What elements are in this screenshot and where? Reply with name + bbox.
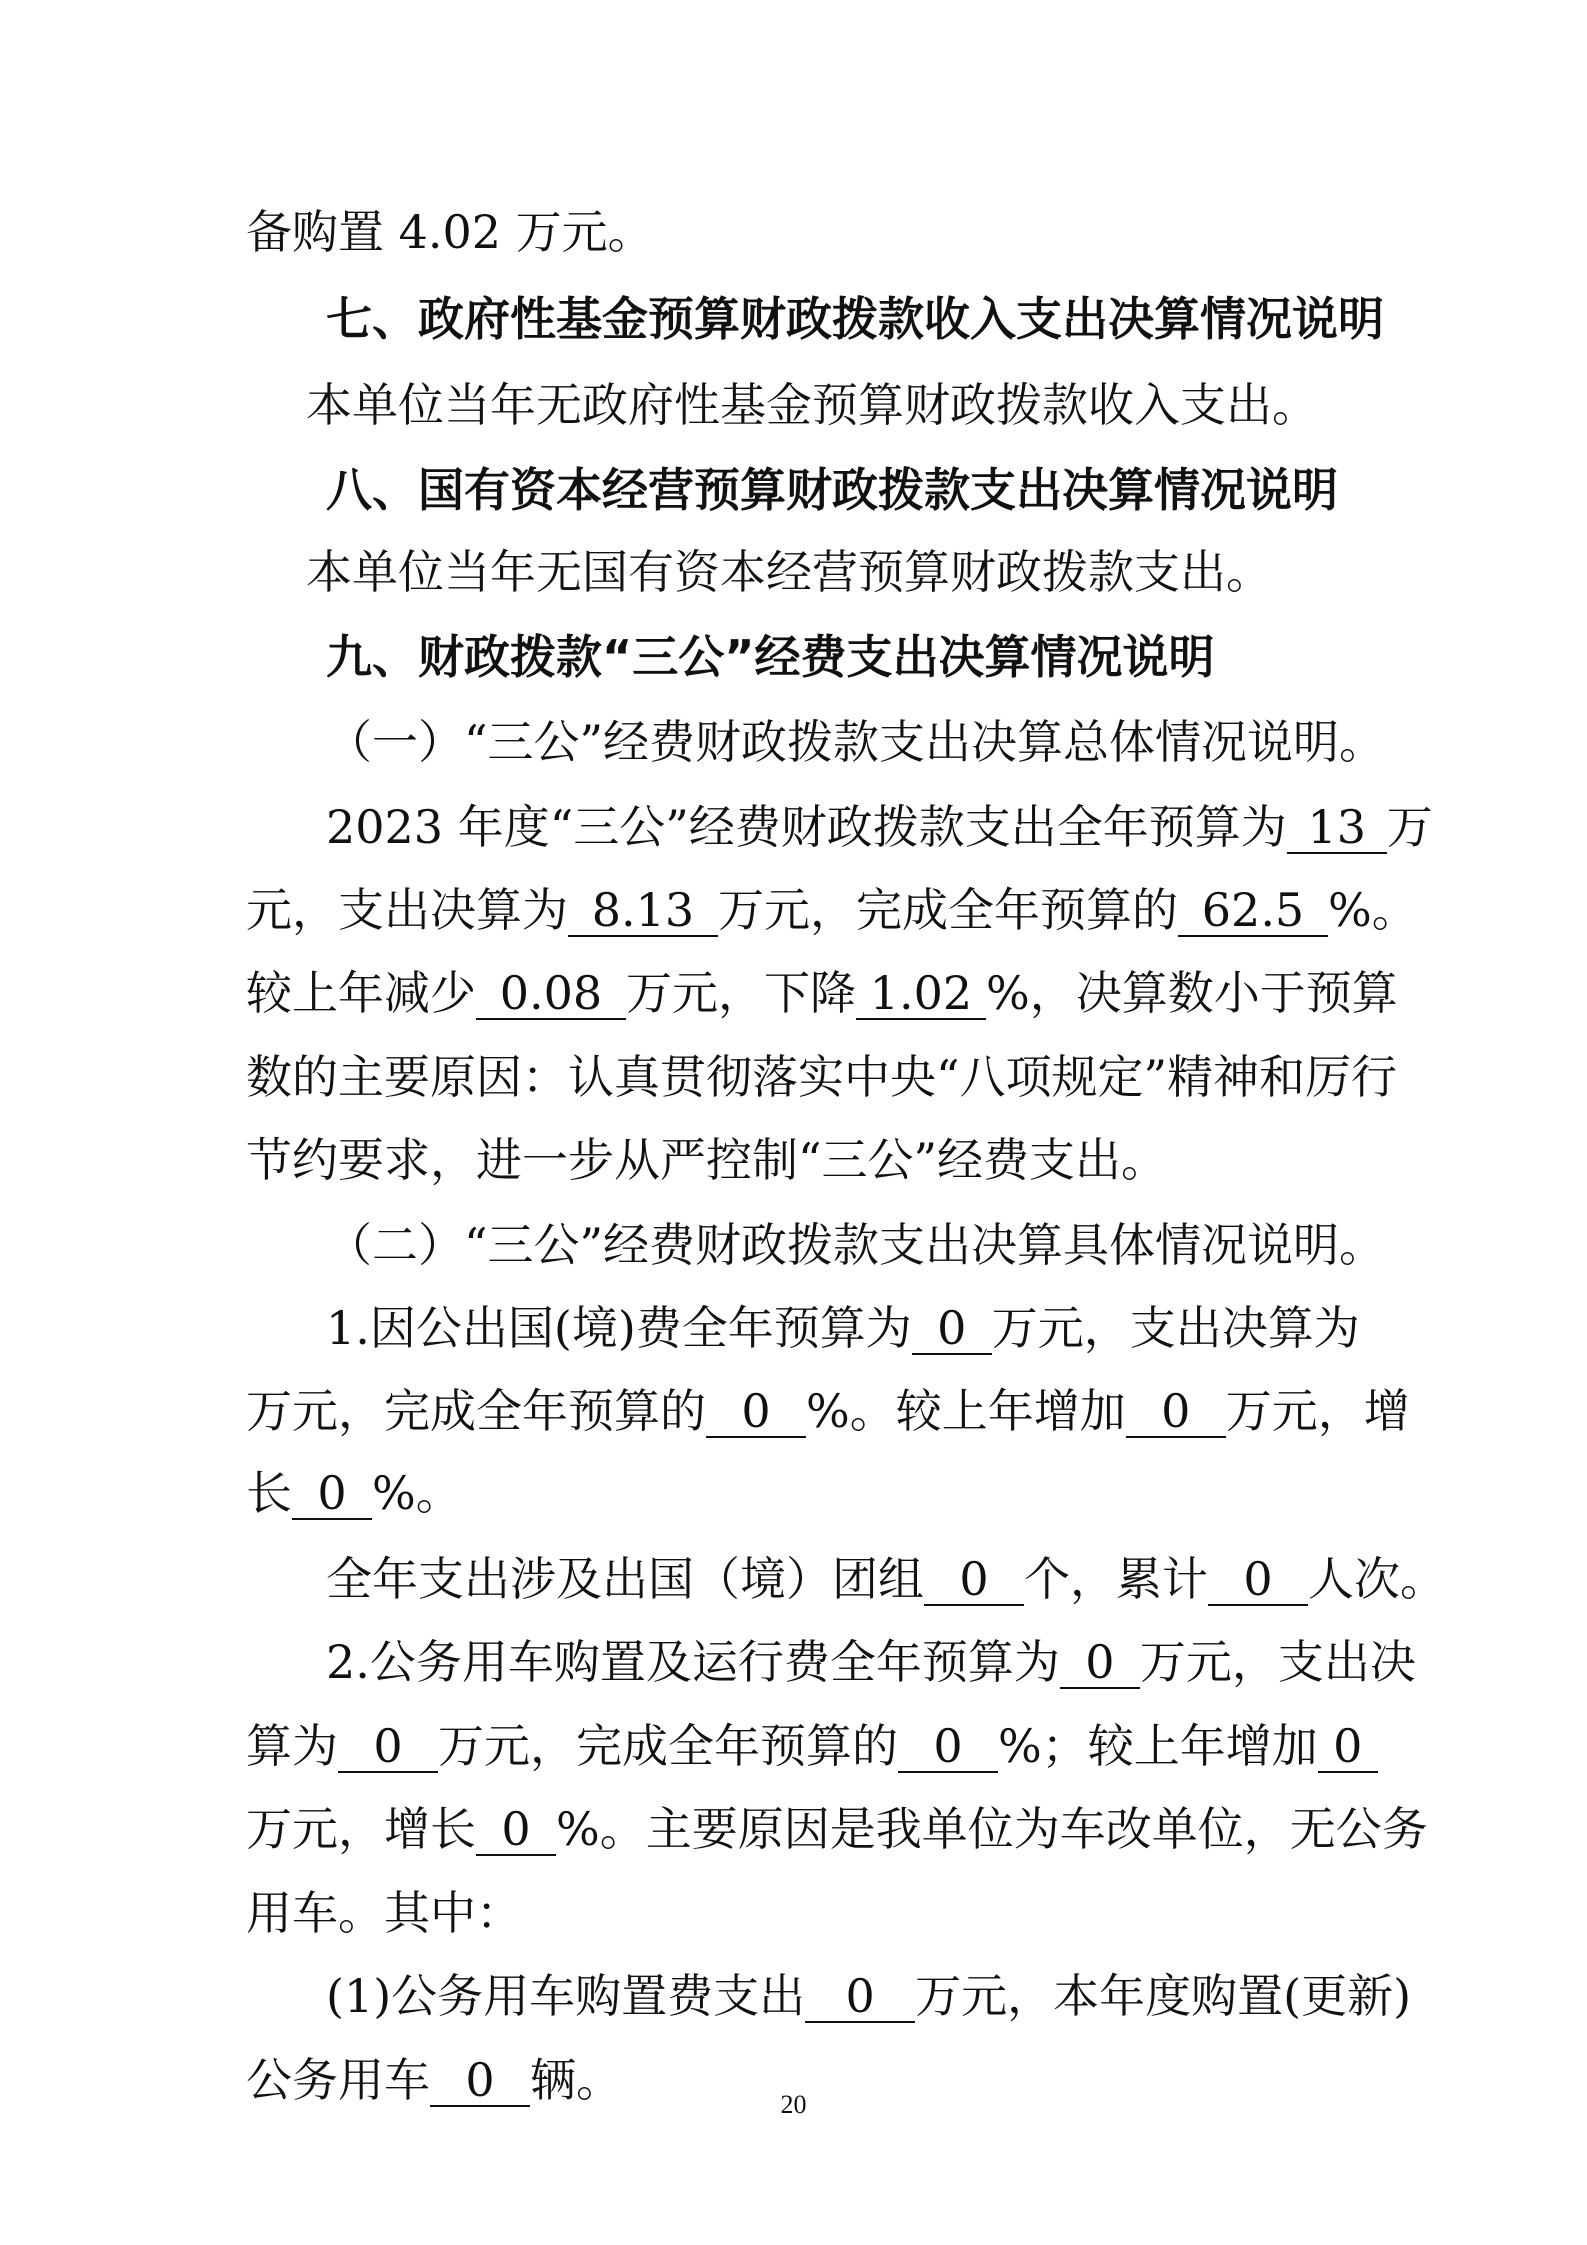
section-heading-8: 八、国有资本经营预算财政拨款支出决算情况说明 [326,463,1338,517]
filled-value: 0 [1060,1637,1140,1689]
text-line: 备购置 4.02 万元。 [246,205,654,259]
text-line: 元，支出决算为 8.13 万元，完成全年预算的 62.5 %。 [246,883,1418,937]
filled-value: 0 [912,1303,992,1355]
text-line: 全年支出涉及出国（境）团组 0 个，累计 0 人次。 [326,1552,1446,1606]
page-number: 20 [780,2090,807,2119]
filled-value: 0 [338,1721,438,1773]
text-line: 本单位当年无政府性基金预算财政拨款收入支出。 [306,378,1318,432]
filled-value: 0 [805,1971,915,2023]
filled-value: 0 [1208,1554,1308,1606]
filled-value: 0 [898,1721,998,1773]
text-line: 万元，完成全年预算的 0 %。较上年增加 0 万元，增 [246,1384,1410,1438]
text-line: 长 0 %。 [246,1466,462,1520]
filled-value: 0.08 [476,968,626,1020]
text-line: 本单位当年无国有资本经营预算财政拨款支出。 [306,545,1272,599]
text-line: 公务用车 0 辆。 [246,2053,622,2107]
subsection-heading-1: （一）“三公”经费财政拨款支出决算总体情况说明。 [326,715,1386,769]
filled-value: 0 [1126,1386,1226,1438]
section-heading-7: 七、政府性基金预算财政拨款收入支出决算情况说明 [326,292,1384,346]
text-line: 用车。其中： [246,1886,522,1940]
filled-value: 0 [292,1468,372,1520]
filled-value: 0 [430,2055,530,2107]
subsection-heading-2: （二）“三公”经费财政拨款支出决算具体情况说明。 [326,1218,1386,1272]
text-line: 2023 年度“三公”经费财政拨款支出全年预算为 13 万 [326,800,1433,854]
text-line: 1.因公出国(境)费全年预算为 0 万元，支出决算为 [326,1301,1360,1355]
filled-value: 0 [1318,1721,1378,1773]
filled-value: 62.5 [1178,885,1328,937]
filled-value: 0 [924,1554,1024,1606]
filled-value: 8.13 [568,885,718,937]
text-line: 节约要求，进一步从严控制“三公”经费支出。 [246,1133,1168,1187]
text-line: 2.公务用车购置及运行费全年预算为 0 万元，支出决 [326,1635,1416,1689]
text-line: 较上年减少 0.08 万元，下降 1.02 %，决算数小于预算 [246,966,1398,1020]
section-heading-9: 九、财政拨款“三公”经费支出决算情况说明 [326,630,1215,684]
text-line: 万元，增长 0 %。主要原因是我单位为车改单位，无公务 [246,1802,1428,1856]
filled-value: 0 [476,1804,556,1856]
filled-value: 13 [1287,802,1387,854]
text-line: 数的主要原因：认真贯彻落实中央“八项规定”精神和厉行 [246,1050,1398,1104]
filled-value: 0 [706,1386,806,1438]
text-line: 算为 0 万元，完成全年预算的 0 %；较上年增加 0 [246,1716,1378,1776]
filled-value: 1.02 [856,968,986,1020]
text-line: (1)公务用车购置费支出 0 万元，本年度购置(更新) [326,1969,1412,2023]
